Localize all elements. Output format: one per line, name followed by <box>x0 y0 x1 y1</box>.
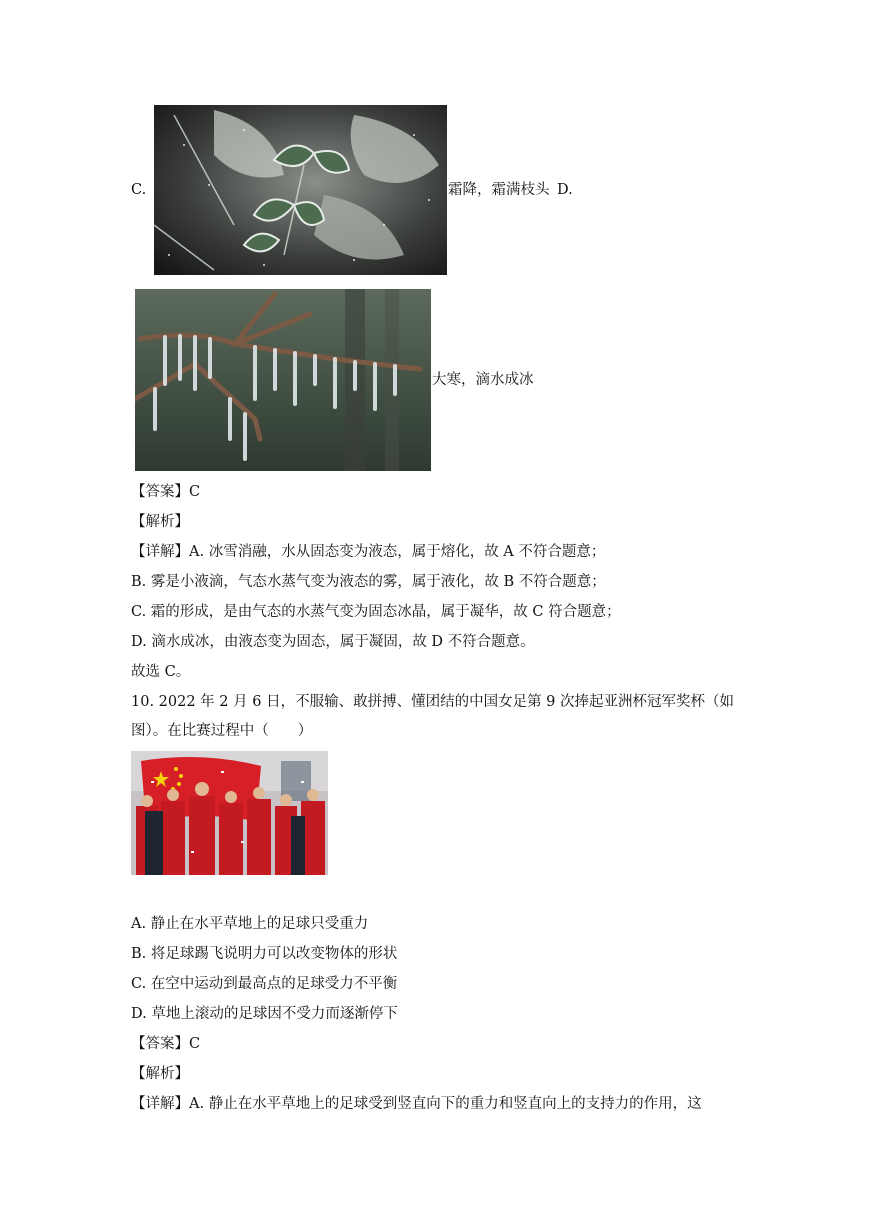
q10-option-d: D. 草地上滚动的足球因不受力而逐渐停下 <box>131 1006 398 1022</box>
q9-answer: 【答案】C <box>131 484 201 500</box>
frost-leaves-photo <box>154 105 447 275</box>
q10-stem-line2: 图）。在比赛过程中（ ） <box>131 723 313 739</box>
q10-option-a: A. 静止在水平草地上的足球只受重力 <box>131 916 369 932</box>
q9-analysis-heading: 【解析】 <box>131 514 189 530</box>
q10-analysis-heading: 【解析】 <box>131 1066 189 1082</box>
q10-stem-line1: 10. 2022 年 2 月 6 日，不服输、敢拼搏、懂团结的中国女足第 9 次捧起亚洲杯冠军奖杯（如 <box>131 694 735 710</box>
q9-detail-c: C. 霜的形成，是由气态的水蒸气变为固态冰晶，属于凝华，故 C 符合题意； <box>131 604 621 620</box>
q10-detail-a: 【详解】A. 静止在水平草地上的足球受到竖直向下的重力和竖直向上的支持力的作用，这 <box>131 1096 702 1112</box>
q10-option-c: C. 在空中运动到最高点的足球受力不平衡 <box>131 976 398 992</box>
option-d-label: D. <box>557 182 573 198</box>
q9-detail-d: D. 滴水成冰，由液态变为固态，属于凝固，故 D 不符合题意。 <box>131 634 535 650</box>
q9-conclusion: 故选 C。 <box>131 664 191 680</box>
womens-football-team-photo <box>131 751 328 875</box>
option-c-caption: 霜降，霜满枝头 <box>448 182 550 198</box>
option-c-label: C. <box>131 182 147 198</box>
q10-option-b: B. 将足球踢飞说明力可以改变物体的形状 <box>131 946 398 962</box>
q10-answer: 【答案】C <box>131 1036 201 1052</box>
q9-detail-b: B. 雾是小液滴，气态水蒸气变为液态的雾，属于液化，故 B 不符合题意； <box>131 574 606 590</box>
q9-detail-a: 【详解】A. 冰雪消融，水从固态变为液态，属于熔化，故 A 不符合题意； <box>131 544 606 560</box>
icicles-branch-photo <box>135 289 431 471</box>
option-d-caption: 大寒，滴水成冰 <box>432 372 534 388</box>
